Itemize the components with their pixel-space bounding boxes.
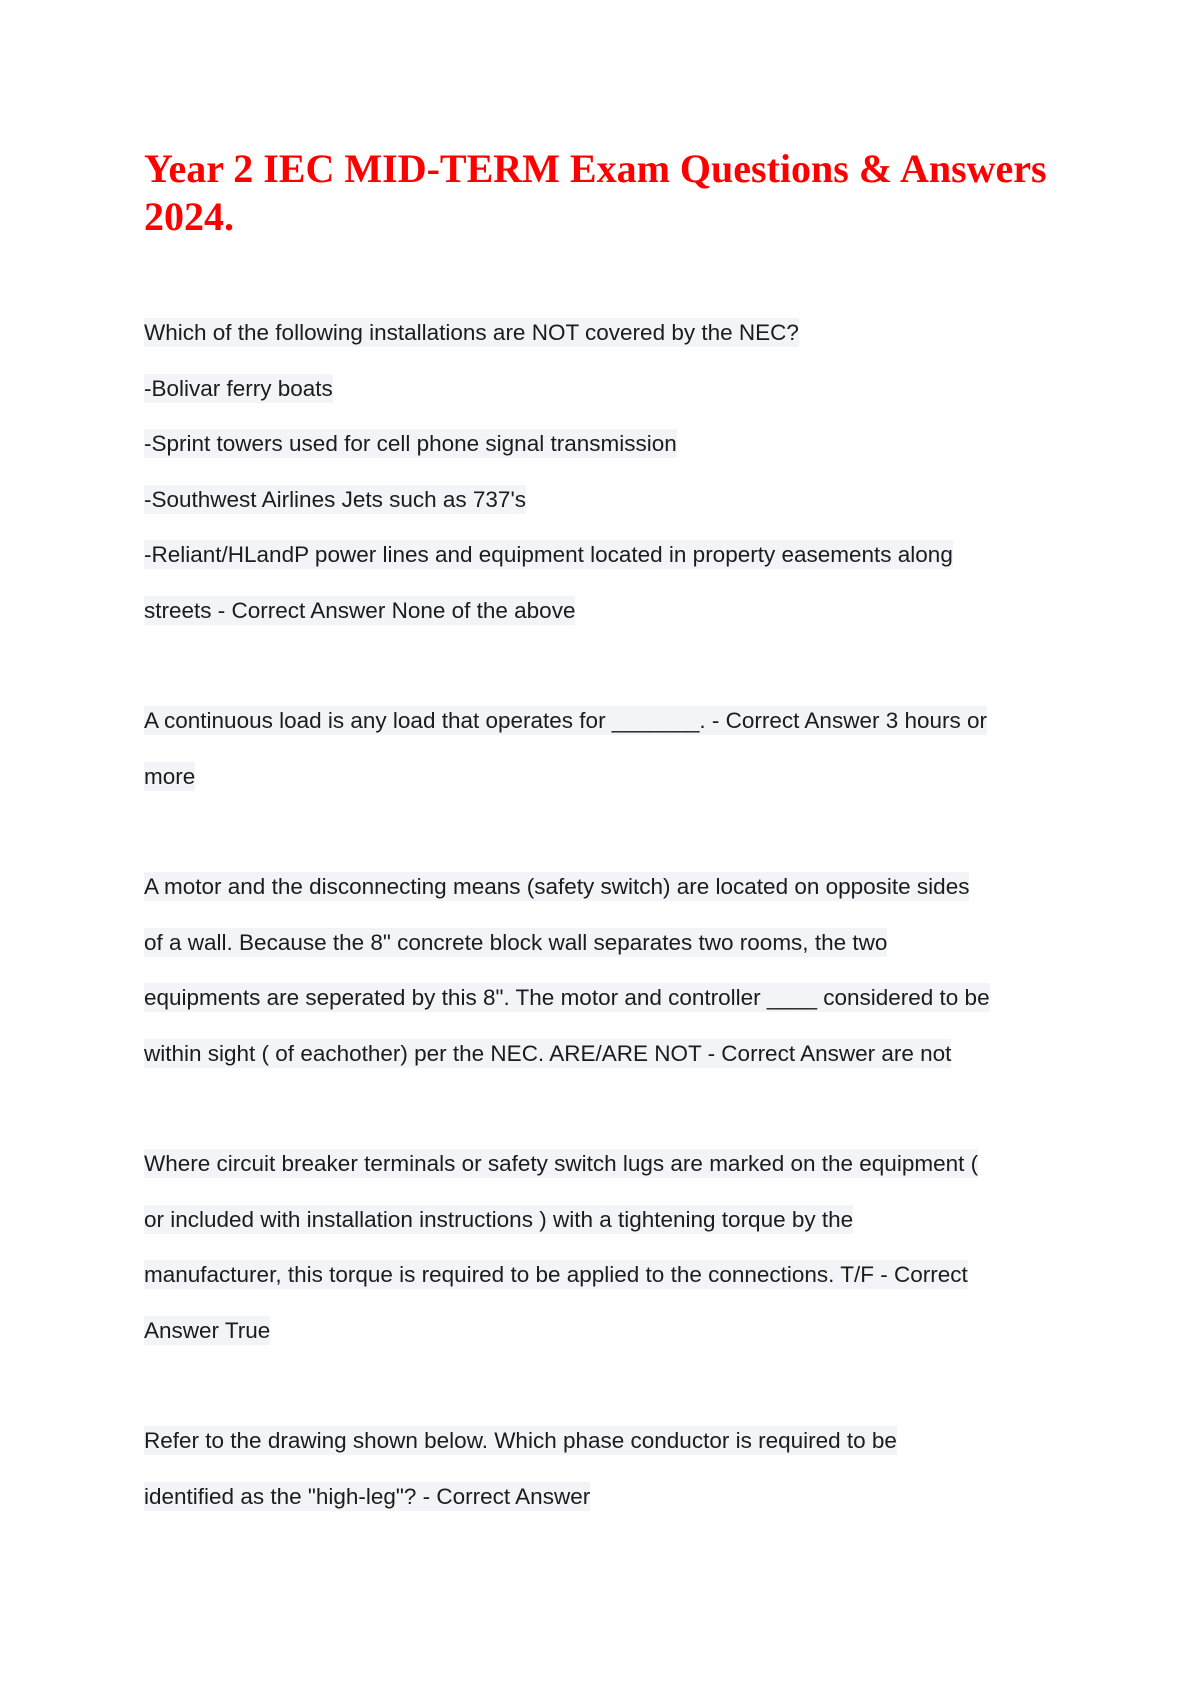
text-line-content: or included with installation instructions ) with a tightening torque by the bbox=[144, 1206, 854, 1232]
text-line-content: of a wall. Because the 8" concrete block wall separates two rooms, the two bbox=[144, 929, 888, 955]
text-line-content: within sight ( of eachother) per the NEC. ARE/ARE NOT - Correct Answer are not bbox=[144, 1040, 952, 1066]
text-line-content: A continuous load is any load that operates for _______. - Correct Answer 3 hours or bbox=[144, 708, 988, 733]
question-list bbox=[144, 305, 1064, 1524]
text-line-content: Which of the following installations are NOT covered by the NEC? bbox=[144, 320, 799, 345]
text-line-content: -Reliant/HLandP power lines and equipment located in property easements along bbox=[144, 542, 953, 567]
text-line bbox=[144, 970, 1064, 1026]
text-line bbox=[144, 693, 1064, 749]
question-block bbox=[144, 305, 1064, 638]
title-line-2: 2024. bbox=[144, 194, 234, 239]
text-line-content: Where circuit breaker terminals or safety switch lugs are marked on the equipment ( bbox=[144, 1151, 979, 1176]
title-line-1: Year 2 IEC MID-TERM Exam Questions & Answers bbox=[144, 146, 1047, 191]
text-line bbox=[144, 1136, 1064, 1192]
text-line bbox=[144, 583, 1064, 639]
text-line bbox=[144, 1247, 1064, 1303]
text-line-content: manufacturer, this torque is required to be applied to the connections. T/F - Correct bbox=[144, 1262, 968, 1287]
text-line bbox=[144, 361, 1064, 417]
text-line bbox=[144, 416, 1064, 472]
text-line bbox=[144, 859, 1064, 915]
text-line bbox=[144, 1026, 1064, 1082]
text-line-content: A motor and the disconnecting means (safety switch) are located on opposite sides bbox=[144, 874, 970, 899]
question-block bbox=[144, 859, 1064, 1081]
text-line-content: equipments are seperated by this 8". The motor and controller ____ considered to be bbox=[144, 985, 990, 1010]
text-line bbox=[144, 472, 1064, 528]
text-line bbox=[144, 1192, 1064, 1248]
text-line-content: Answer True bbox=[144, 1317, 271, 1343]
question-block bbox=[144, 693, 1064, 804]
text-line bbox=[144, 1413, 1064, 1469]
text-line bbox=[144, 915, 1064, 971]
text-line bbox=[144, 749, 1064, 805]
text-line bbox=[144, 1303, 1064, 1359]
question-block bbox=[144, 1136, 1064, 1358]
text-line-content: -Southwest Airlines Jets such as 737's bbox=[144, 486, 526, 512]
text-line-content: -Sprint towers used for cell phone signal transmission bbox=[144, 431, 677, 456]
text-line-content: more bbox=[144, 763, 196, 789]
text-line bbox=[144, 1469, 1064, 1525]
text-line-content: Refer to the drawing shown below. Which phase conductor is required to be bbox=[144, 1428, 897, 1453]
text-line bbox=[144, 305, 1064, 361]
text-line-content: -Bolivar ferry boats bbox=[144, 375, 333, 401]
question-block bbox=[144, 1413, 1064, 1524]
text-line bbox=[144, 527, 1064, 583]
document-content bbox=[144, 145, 1064, 1579]
document-title bbox=[144, 145, 1064, 241]
text-line-content: streets - Correct Answer None of the above bbox=[144, 597, 576, 623]
text-line-content: identified as the "high-leg"? - Correct Answer bbox=[144, 1483, 591, 1509]
